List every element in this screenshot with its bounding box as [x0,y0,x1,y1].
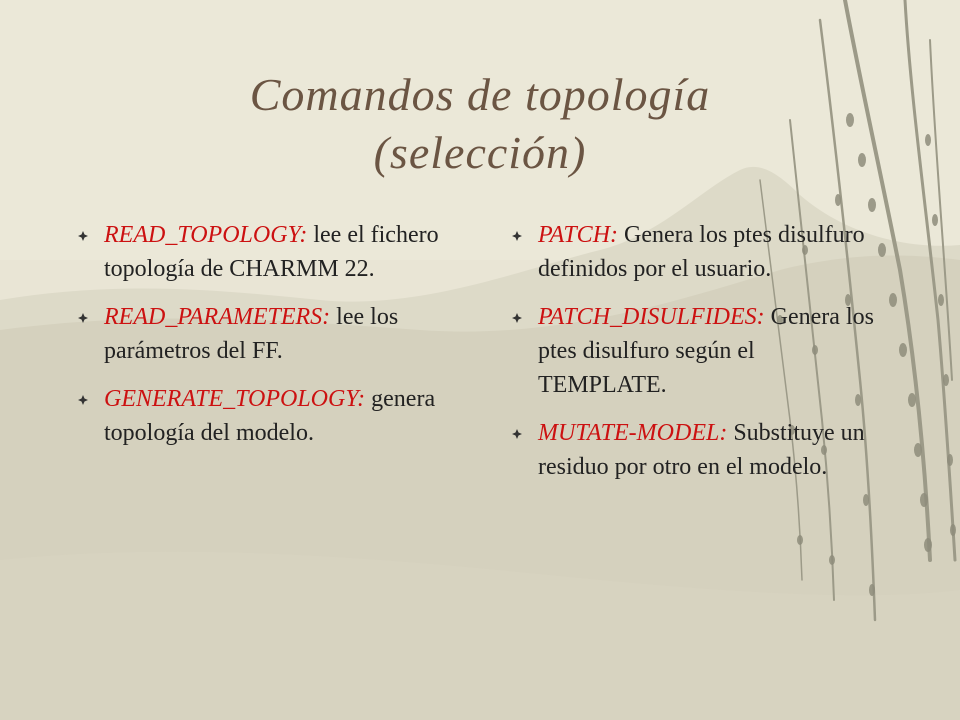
command-keyword: PATCH_DISULFIDES: [538,304,765,330]
diamond-bullet-icon [512,429,522,439]
command-keyword: MUTATE-MODEL: [538,420,728,446]
command-description: lee los parámetros del FF. [104,304,399,364]
list-item [512,218,887,286]
diamond-bullet-icon [78,395,88,405]
list-item [512,416,887,484]
left-column [78,218,463,464]
diamond-bullet-icon [78,231,88,241]
diamond-bullet-icon [512,231,522,241]
title-line-1: Comandos de topología [249,69,711,120]
list-item [78,300,463,368]
command-description: Genera los ptes disulfuro según el TEMPLATE. [538,304,874,398]
command-keyword: GENERATE_TOPOLOGY: [104,386,366,412]
command-description: Substituye un residuo por otro en el modelo. [538,420,865,480]
slide-title [150,66,810,182]
diamond-bullet-icon [78,313,88,323]
list-item [78,218,463,286]
right-column [512,218,887,498]
list-item [512,300,887,402]
list-item [78,382,463,450]
command-description: Genera los ptes disulfuro definidos por el usuario. [538,222,865,282]
command-keyword: READ_TOPOLOGY: [104,222,308,248]
title-line-2: (selección) [373,127,587,178]
command-description: lee el fichero topología de CHARMM 22. [104,222,439,282]
command-keyword: PATCH: [538,222,619,248]
diamond-bullet-icon [512,313,522,323]
command-description: genera topología del modelo. [104,386,436,446]
command-keyword: READ_PARAMETERS: [104,304,331,330]
